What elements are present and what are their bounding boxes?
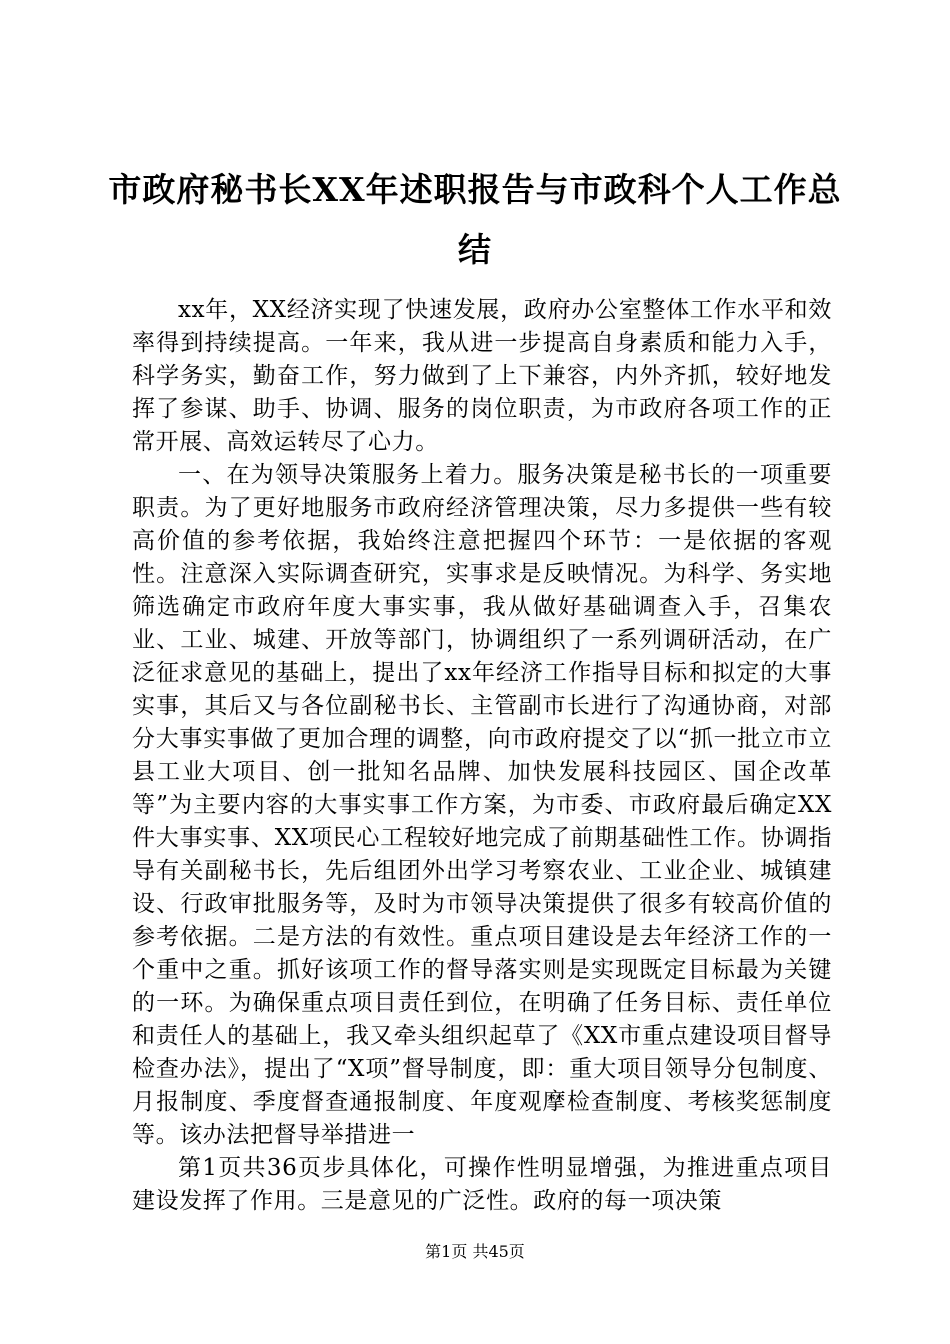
paragraph-section-one: 一、在为领导决策服务上着力。服务决策是秘书长的一项重要职责。为了更好地服务市政府经济管理决策，尽力多提供一些有较高价值的参考依据，我始终注意把握四个环节：一是依据的客观性。注意深入实际调查研究，实事求是反映情况。为科学、务实地筛选确定市政府年度大事实事，我从做好基础调查入手，召集农业、工业、城建、开放等部门，协调组织了一系列调研活动，在广泛征求意见的基础上，提出了xx年经济工作指导目标和拟定的大事实事，其后又与各位副秘书长、主管副市长进行了沟通协商，对部分大事实事做了更加合理的调整，向市政府提交了以“抓一批立市立县工业大项目、创一批知名品牌、加快发展科技园区、国企改革等”为主要内容的大事实事工作方案，为市委、市政府最后确定XX件大事实事、XX项民心工程较好地完成了前期基础性工作。协调指导有关副秘书长，先后组团外出学习考察农业、工业企业、城镇建设、行政审批服务等，及时为市领导决策提供了很多有较高价值的参考依据。二是方法的有效性。重点项目建设是去年经济工作的一个重中之重。抓好该项工作的督导落实则是实现既定目标最为关键的一环。为确保重点项目责任到位，在明确了任务目标、责任单位和责任人的基础上，我又牵头组织起草了《XX市重点建设项目督导检查办法》，提出了“X项”督导制度，即：重大项目领导分包制度、月报制度、季度督查通报制度、年度观摩检查制度、考核奖惩制度等。该办法把督导举措进一	[132, 462, 832, 1148]
document-body	[132, 294, 832, 1218]
paragraph-continuation: 第1页共36页步具体化，可操作性明显增强，为推进重点项目建设发挥了作用。三是意见的广泛性。政府的每一项决策	[132, 1155, 832, 1214]
page-footer: 第1页 共45页	[425, 1242, 525, 1261]
paragraph-intro: xx年，XX经济实现了快速发展，政府办公室整体工作水平和效率得到持续提高。一年来，我从进一步提高自身素质和能力入手，科学务实，勤奋工作，努力做到了上下兼容，内外齐抓，较好地发挥了参谋、助手、协调、服务的岗位职责，为市政府各项工作的正常开展、高效运转尽了心力。	[132, 297, 832, 455]
document-title: 市政府秘书长XX年述职报告与市政科个人工作总结	[108, 170, 842, 269]
